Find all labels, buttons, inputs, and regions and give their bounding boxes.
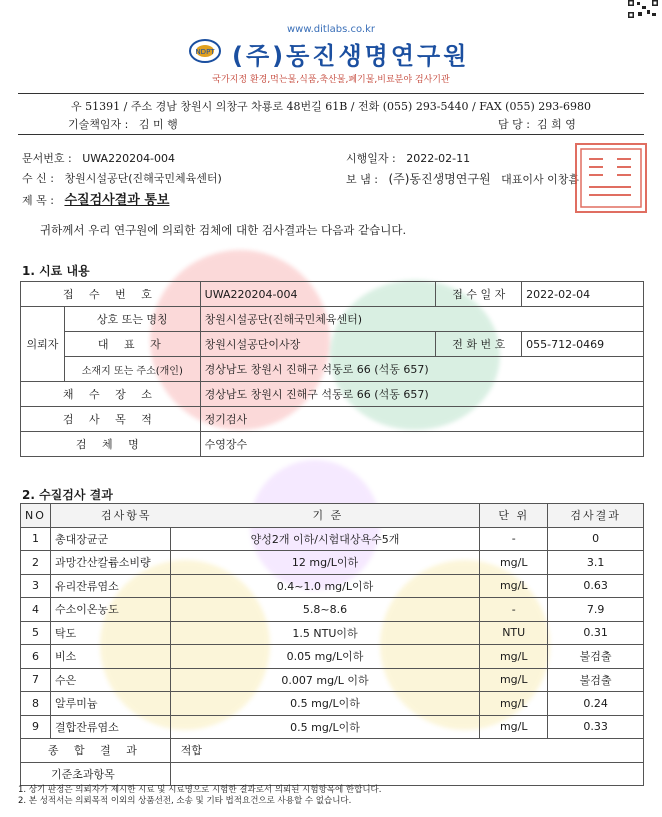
table-row	[21, 551, 644, 575]
table-row	[21, 598, 644, 622]
results-table	[20, 503, 644, 786]
tech-manager-label: 기술책임자 :	[68, 118, 129, 131]
col-header-unit: 단 위	[480, 504, 548, 528]
overall-row	[21, 739, 644, 763]
row-item: 알루미늄	[50, 692, 170, 716]
doc-number-value: UWA220204-004	[82, 152, 176, 165]
sample-value: 수영장수	[200, 432, 643, 457]
overall-label: 종 합 결 과	[21, 739, 171, 763]
footnotes	[18, 785, 381, 807]
location-label: 소재지 또는 주소(개인)	[64, 357, 200, 382]
issue-date-value: 2022-02-11	[406, 152, 471, 165]
row-no: 4	[21, 598, 51, 622]
receipt-date-label: 접 수 일 자	[436, 282, 522, 307]
issue-date	[346, 150, 470, 166]
doc-number-label: 문서번호 :	[22, 152, 72, 165]
row-item: 탁도	[50, 621, 170, 645]
table-row	[21, 668, 644, 692]
recipient-label: 수 신 :	[22, 172, 54, 185]
company-name-label: 상호 또는 명칭	[64, 307, 200, 332]
rep-label: 대 표 자	[64, 332, 200, 357]
sample-info-table	[20, 281, 644, 457]
row-unit: mg/L	[480, 692, 548, 716]
location-value: 경상남도 창원시 진해구 석동로 66 (석동 657)	[200, 357, 643, 382]
doc-number	[22, 150, 175, 166]
col-header-standard: 기 준	[312, 509, 344, 523]
row-no: 6	[21, 645, 51, 669]
sender	[346, 170, 579, 187]
rep-value: 창원시설공단이사장	[200, 332, 436, 357]
row-no: 2	[21, 551, 51, 575]
tech-manager	[68, 116, 178, 132]
footnote-1: 1. 상기 판정은 의뢰자가 제시한 시료 및 시료명으로 시험한 결과로서 의뢰된 시험항목에 한합니다.	[18, 785, 382, 795]
phone-label: 전 화 번 호	[436, 332, 522, 357]
table-row	[21, 332, 644, 357]
contact-person-label: 담 당 :	[498, 118, 530, 131]
ceo-name: 대표이사 이창흠	[501, 173, 579, 186]
row-standard: 0.05 mg/L이하	[170, 645, 479, 669]
sampling-label: 채 수 장 소	[21, 382, 201, 407]
table-row	[21, 527, 644, 551]
recipient	[22, 170, 222, 186]
receipt-no-label: 접 수 번 호	[21, 282, 201, 307]
row-no: 7	[21, 668, 51, 692]
row-unit: mg/L	[480, 715, 548, 739]
table-row	[21, 692, 644, 716]
row-no: 9	[21, 715, 51, 739]
row-unit: mg/L	[480, 668, 548, 692]
row-unit: mg/L	[480, 645, 548, 669]
row-standard: 0.007 mg/L 이하	[170, 668, 479, 692]
footnote-2: 2. 본 성적서는 의뢰목적 이외의 상품선전, 소송 및 기타 법적요건으로 사용할 수 없습니다.	[18, 796, 352, 806]
row-standard: 12 mg/L이하	[170, 551, 479, 575]
row-result: 불검출	[548, 645, 644, 669]
table-row	[21, 432, 644, 457]
row-no: 1	[21, 527, 51, 551]
section1-title: 1. 시료 내용	[22, 264, 90, 278]
row-result: 0.24	[548, 692, 644, 716]
row-result: 0.33	[548, 715, 644, 739]
col-header-item-standard	[50, 504, 479, 528]
subject	[22, 189, 169, 208]
purpose-value: 정기검사	[200, 407, 643, 432]
company-name-value: 창원시설공단(진해국민체육센터)	[200, 307, 643, 332]
row-item: 유리잔류염소	[50, 574, 170, 598]
table-row	[21, 307, 644, 332]
contact-person	[498, 116, 576, 132]
row-unit: mg/L	[480, 574, 548, 598]
tech-manager-value: 김 미 행	[138, 118, 178, 131]
address-line: 우 51391 / 주소 경남 창원시 의창구 차룡로 48번길 61B / 전화 (055) 293-5440 / FAX (055) 293-6980	[71, 100, 591, 113]
receipt-date-value: 2022-02-04	[522, 282, 644, 307]
row-result: 7.9	[548, 598, 644, 622]
company-name: (주)동진생명연구원	[232, 42, 470, 70]
intro-text: 귀하께서 우리 연구원에 의뢰한 검체에 대한 검사결과는 다음과 같습니다.	[40, 223, 407, 237]
row-unit: mg/L	[480, 551, 548, 575]
table-row	[21, 357, 644, 382]
row-standard: 0.5 mg/L이하	[170, 715, 479, 739]
subject-value: 수질검사결과 통보	[64, 193, 170, 208]
sample-label: 검 체 명	[21, 432, 201, 457]
row-standard: 5.8~8.6	[170, 598, 479, 622]
table-row	[21, 574, 644, 598]
row-result: 불검출	[548, 668, 644, 692]
purpose-label: 검 사 목 적	[21, 407, 201, 432]
row-standard: 0.5 mg/L이하	[170, 692, 479, 716]
row-unit: -	[480, 527, 548, 551]
table-row	[21, 407, 644, 432]
logo-text: NDPT	[195, 48, 215, 56]
row-no: 3	[21, 574, 51, 598]
receipt-no-value: UWA220204-004	[200, 282, 436, 307]
row-item: 총대장균군	[50, 527, 170, 551]
row-no: 8	[21, 692, 51, 716]
row-item: 수은	[50, 668, 170, 692]
row-no: 5	[21, 621, 51, 645]
address-box	[18, 93, 644, 135]
table-row	[21, 715, 644, 739]
website-url: www.ditlabs.co.kr	[286, 24, 375, 35]
table-header-row	[21, 504, 644, 528]
company-subline: 국가지정 환경,먹는물,식품,축산물,폐기물,비료분야 검사기관	[212, 75, 450, 85]
subject-label: 제 목 :	[22, 194, 54, 207]
row-standard: 0.4~1.0 mg/L이하	[170, 574, 479, 598]
recipient-value: 창원시설공단(진해국민체육센터)	[64, 172, 222, 185]
exceed-label: 기준초과항목	[21, 762, 171, 786]
sender-label: 보 냄 :	[346, 173, 378, 186]
row-result: 0.31	[548, 621, 644, 645]
row-unit: NTU	[480, 621, 548, 645]
table-row	[21, 282, 644, 307]
table-row	[21, 621, 644, 645]
row-result: 0.63	[548, 574, 644, 598]
row-item: 과망간산칼륨소비량	[50, 551, 170, 575]
exceed-value	[170, 762, 643, 786]
section2-title: 2. 수질검사 결과	[22, 488, 113, 502]
contact-person-value: 김 희 영	[536, 118, 576, 131]
overall-value: 적합	[170, 739, 643, 763]
phone-value: 055-712-0469	[522, 332, 644, 357]
row-result: 3.1	[548, 551, 644, 575]
row-item: 비소	[50, 645, 170, 669]
client-label: 의뢰자	[21, 307, 65, 382]
col-header-no: NO	[21, 504, 51, 528]
row-unit: -	[480, 598, 548, 622]
row-standard: 1.5 NTU이하	[170, 621, 479, 645]
sender-value: (주)동진생명연구원	[388, 172, 491, 186]
row-result: 0	[548, 527, 644, 551]
issue-date-label: 시행일자 :	[346, 152, 396, 165]
col-header-item: 검사항목	[100, 509, 152, 523]
table-row	[21, 645, 644, 669]
row-item: 결합잔류염소	[50, 715, 170, 739]
company-logo-icon	[188, 38, 222, 64]
col-header-result: 검사결과	[548, 504, 644, 528]
exceed-row	[21, 762, 644, 786]
row-item: 수소이온농도	[50, 598, 170, 622]
company-seal-icon	[575, 143, 647, 213]
sampling-value: 경상남도 창원시 진해구 석동로 66 (석동 657)	[200, 382, 643, 407]
qr-code-icon	[628, 0, 658, 18]
table-row	[21, 382, 644, 407]
row-standard: 양성2개 이하/시험대상욕수5개	[170, 527, 479, 551]
